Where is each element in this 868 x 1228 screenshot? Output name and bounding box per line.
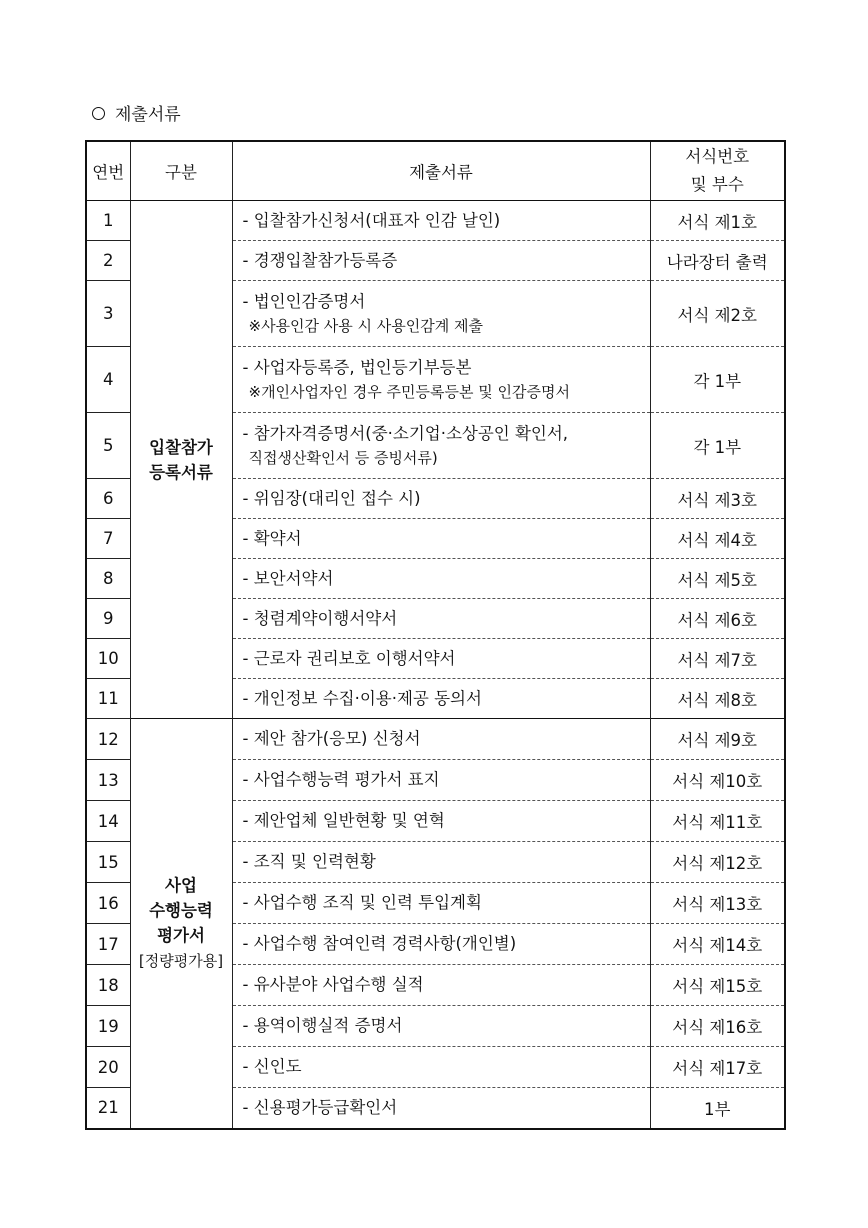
form-number: 서식 제7호 [650, 639, 785, 679]
form-number: 서식 제16호 [650, 1006, 785, 1047]
form-number: 서식 제14호 [650, 924, 785, 965]
form-number: 서식 제15호 [650, 965, 785, 1006]
form-number: 서식 제6호 [650, 599, 785, 639]
table-row [86, 201, 785, 241]
header-form-line2: 및 부수 [690, 175, 744, 194]
form-number: 서식 제4호 [650, 519, 785, 559]
row-number: 1 [86, 201, 130, 241]
document-name: - 참가자격증명서(중·소기업·소상공인 확인서, [242, 423, 569, 443]
document-cell [232, 479, 650, 519]
form-number: 서식 제3호 [650, 479, 785, 519]
form-number: 서식 제2호 [650, 281, 785, 347]
category-label: 수행능력 [149, 900, 213, 920]
document-cell [232, 842, 650, 883]
row-number: 19 [86, 1006, 130, 1047]
document-name: - 사업수행능력 평가서 표지 [242, 770, 440, 789]
circle-bullet-icon [92, 107, 105, 120]
document-cell [232, 519, 650, 559]
header-no: 연번 [86, 141, 130, 201]
document-name: - 보안서약서 [242, 568, 334, 588]
section-title: 제출서류 [115, 105, 181, 125]
document-cell [232, 679, 650, 719]
row-number: 21 [86, 1088, 130, 1129]
document-note: ※사용인감 사용 시 사용인감계 제출 [248, 316, 484, 335]
row-number: 6 [86, 479, 130, 519]
document-name: - 신용평가등급확인서 [242, 1097, 398, 1117]
table-body [86, 201, 785, 1129]
document-cell [232, 347, 650, 413]
form-number: 각 1부 [650, 347, 785, 413]
document-name: - 근로자 권리보호 이행서약서 [242, 648, 456, 668]
document-note: ※개인사업자인 경우 주민등록등본 및 인감증명서 [248, 382, 570, 401]
category-sublabel: [정량평가용] [138, 951, 224, 970]
document-name: - 제안업체 일반현황 및 연혁 [242, 811, 445, 830]
document-cell [232, 599, 650, 639]
form-number: 서식 제5호 [650, 559, 785, 599]
document-name: - 신인도 [242, 1057, 302, 1076]
document-cell [232, 719, 650, 760]
document-name: - 확약서 [242, 528, 302, 548]
document-name: - 개인정보 수집·이용·제공 동의서 [242, 688, 482, 708]
document-name: - 유사분야 사업수행 실적 [242, 975, 424, 994]
row-number: 14 [86, 801, 130, 842]
row-number: 3 [86, 281, 130, 347]
document-cell [232, 965, 650, 1006]
documents-table [85, 140, 786, 1130]
row-number: 9 [86, 599, 130, 639]
category-label: 평가서 [157, 925, 205, 945]
row-number: 11 [86, 679, 130, 719]
form-number: 서식 제8호 [650, 679, 785, 719]
document-name: - 청렴계약이행서약서 [242, 608, 398, 628]
document-name: - 입찰참가신청서(대표자 인감 날인) [242, 210, 501, 230]
form-number: 각 1부 [650, 413, 785, 479]
document-name: - 제안 참가(응모) 신청서 [242, 729, 421, 748]
form-number: 서식 제12호 [650, 842, 785, 883]
document-name: - 사업수행 조직 및 인력 투입계획 [242, 893, 482, 912]
category-label: 입찰참가 [149, 437, 213, 457]
document-cell [232, 883, 650, 924]
document-name: - 법인인감증명서 [242, 291, 366, 311]
row-number: 5 [86, 413, 130, 479]
document-cell [232, 281, 650, 347]
form-number: 서식 제11호 [650, 801, 785, 842]
document-cell [232, 413, 650, 479]
form-number: 나라장터 출력 [650, 241, 785, 281]
row-number: 16 [86, 883, 130, 924]
section-heading [92, 100, 181, 125]
row-number: 12 [86, 719, 130, 760]
header-docs: 제출서류 [232, 141, 650, 201]
document-name: - 사업자등록증, 법인등기부등본 [242, 357, 472, 377]
row-number: 15 [86, 842, 130, 883]
form-number: 서식 제10호 [650, 760, 785, 801]
header-form [650, 141, 785, 201]
document-cell [232, 241, 650, 281]
category-cell [130, 201, 232, 719]
document-name: - 위임장(대리인 접수 시) [242, 488, 421, 508]
header-category: 구분 [130, 141, 232, 201]
document-cell [232, 201, 650, 241]
row-number: 8 [86, 559, 130, 599]
category-cell [130, 719, 232, 1129]
category-label: 사업 [165, 875, 197, 895]
form-number: 1부 [650, 1088, 785, 1129]
form-number: 서식 제13호 [650, 883, 785, 924]
row-number: 2 [86, 241, 130, 281]
row-number: 4 [86, 347, 130, 413]
document-cell [232, 1088, 650, 1129]
row-number: 20 [86, 1047, 130, 1088]
row-number: 7 [86, 519, 130, 559]
header-form-line1: 서식번호 [685, 147, 750, 166]
row-number: 13 [86, 760, 130, 801]
document-cell [232, 559, 650, 599]
document-name: - 조직 및 인력현황 [242, 852, 376, 871]
document-name: - 사업수행 참여인력 경력사항(개인별) [242, 934, 517, 953]
document-name: - 경쟁입찰참가등록증 [242, 250, 398, 270]
document-cell [232, 1047, 650, 1088]
document-cell [232, 639, 650, 679]
table-row [86, 719, 785, 760]
row-number: 18 [86, 965, 130, 1006]
form-number: 서식 제17호 [650, 1047, 785, 1088]
table-header-row [86, 141, 785, 201]
document-note: 직접생산확인서 등 증빙서류) [248, 448, 438, 467]
document-cell [232, 801, 650, 842]
document-cell [232, 924, 650, 965]
document-cell [232, 760, 650, 801]
document-name: - 용역이행실적 증명서 [242, 1016, 403, 1035]
category-label: 등록서류 [149, 462, 213, 482]
document-cell [232, 1006, 650, 1047]
row-number: 17 [86, 924, 130, 965]
row-number: 10 [86, 639, 130, 679]
form-number: 서식 제9호 [650, 719, 785, 760]
form-number: 서식 제1호 [650, 201, 785, 241]
